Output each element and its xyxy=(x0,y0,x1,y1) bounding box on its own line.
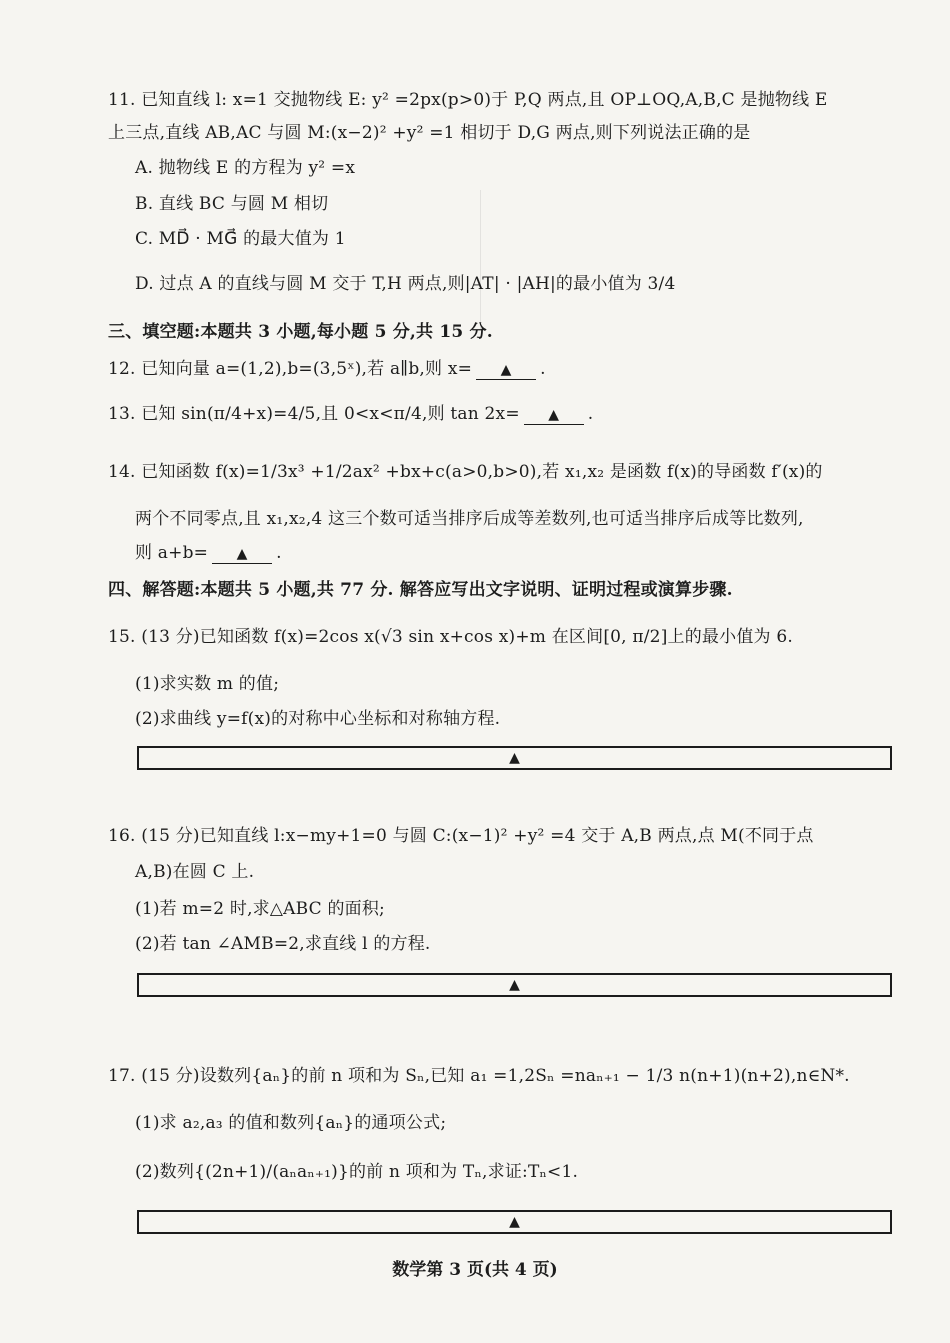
section4-title: 四、解答题:本题共 5 小题,共 77 分. 解答应写出文字说明、证明过程或演算步骤. xyxy=(108,580,733,600)
q15-part1: (1)求实数 m 的值; xyxy=(135,674,280,694)
q15-answer-box[interactable] xyxy=(137,746,892,770)
q17-line1: 17. (15 分)设数列{aₙ}的前 n 项和为 Sₙ,已知 a₁ =1,2Sₙ =naₙ₊₁ − 1/3 n(n+1)(n+2),n∈N*. xyxy=(108,1066,850,1086)
q12 xyxy=(108,357,898,381)
q12-end: . xyxy=(540,359,546,379)
q12-answer-blank[interactable] xyxy=(476,360,536,380)
q17-answer-box[interactable] xyxy=(137,1210,892,1234)
q13 xyxy=(108,402,898,426)
q11-option-c: C. MD⃗ · MG⃗ 的最大值为 1 xyxy=(135,229,346,249)
q16-part1: (1)若 m=2 时,求△ABC 的面积; xyxy=(135,899,385,919)
q11-line2: 上三点,直线 AB,AC 与圆 M:(x−2)² +y² =1 相切于 D,G 两点,则下列说法正确的是 xyxy=(108,123,751,143)
q14-line3 xyxy=(135,541,925,565)
q11-option-a: A. 抛物线 E 的方程为 y² =x xyxy=(135,158,356,178)
q16-box-marker: ▲ xyxy=(509,977,520,993)
q17-part2: (2)数列{(2n+1)/(aₙaₙ₊₁)}的前 n 项和为 Tₙ,求证:Tₙ<1. xyxy=(135,1162,579,1182)
q15-part2: (2)求曲线 y=f(x)的对称中心坐标和对称轴方程. xyxy=(135,709,501,729)
q17-part1: (1)求 a₂,a₃ 的值和数列{aₙ}的通项公式; xyxy=(135,1113,447,1133)
q14-blank-marker: ▲ xyxy=(236,546,248,562)
q16-line1: 16. (15 分)已知直线 l:x−my+1=0 与圆 C:(x−1)² +y² =4 交于 A,B 两点,点 M(不同于点 xyxy=(108,826,814,846)
q14-text: 则 a+b= xyxy=(135,543,209,563)
page-footer: 数学第 3 页(共 4 页) xyxy=(392,1260,558,1280)
q13-answer-blank[interactable] xyxy=(524,405,584,425)
q14-end: . xyxy=(276,543,282,563)
q17-box-marker: ▲ xyxy=(509,1214,520,1230)
q12-blank-marker: ▲ xyxy=(500,362,512,378)
q15-box-marker: ▲ xyxy=(509,750,520,766)
q16-line2: A,B)在圆 C 上. xyxy=(135,862,255,882)
q11-line1: 11. 已知直线 l: x=1 交抛物线 E: y² =2px(p>0)于 P,Q 两点,且 OP⊥OQ,A,B,C 是抛物线 E xyxy=(108,90,828,110)
section3-title: 三、填空题:本题共 3 小题,每小题 5 分,共 15 分. xyxy=(108,322,493,342)
q15-line1: 15. (13 分)已知函数 f(x)=2cos x(√3 sin x+cos x)+m 在区间[0, π/2]上的最小值为 6. xyxy=(108,627,793,647)
q11-option-d: D. 过点 A 的直线与圆 M 交于 T,H 两点,则|AT| · |AH|的最小值为 3/4 xyxy=(135,274,676,294)
q12-text: 12. 已知向量 a=(1,2),b=(3,5ˣ),若 a∥b,则 x= xyxy=(108,359,473,379)
q14-line2: 两个不同零点,且 x₁,x₂,4 这三个数可适当排序后成等差数列,也可适当排序后成等比数列, xyxy=(135,509,804,529)
q16-part2: (2)若 tan ∠AMB=2,求直线 l 的方程. xyxy=(135,934,431,954)
q13-text: 13. 已知 sin(π/4+x)=4/5,且 0<x<π/4,则 tan 2x= xyxy=(108,404,520,424)
q13-end: . xyxy=(587,404,594,424)
q14-answer-blank[interactable] xyxy=(212,544,272,564)
q13-blank-marker: ▲ xyxy=(548,407,560,423)
q11-option-b: B. 直线 BC 与圆 M 相切 xyxy=(135,194,329,214)
q14-line1: 14. 已知函数 f(x)=1/3x³ +1/2ax² +bx+c(a>0,b>0),若 x₁,x₂ 是函数 f(x)的导函数 f′(x)的 xyxy=(108,462,823,482)
q16-answer-box[interactable] xyxy=(137,973,892,997)
